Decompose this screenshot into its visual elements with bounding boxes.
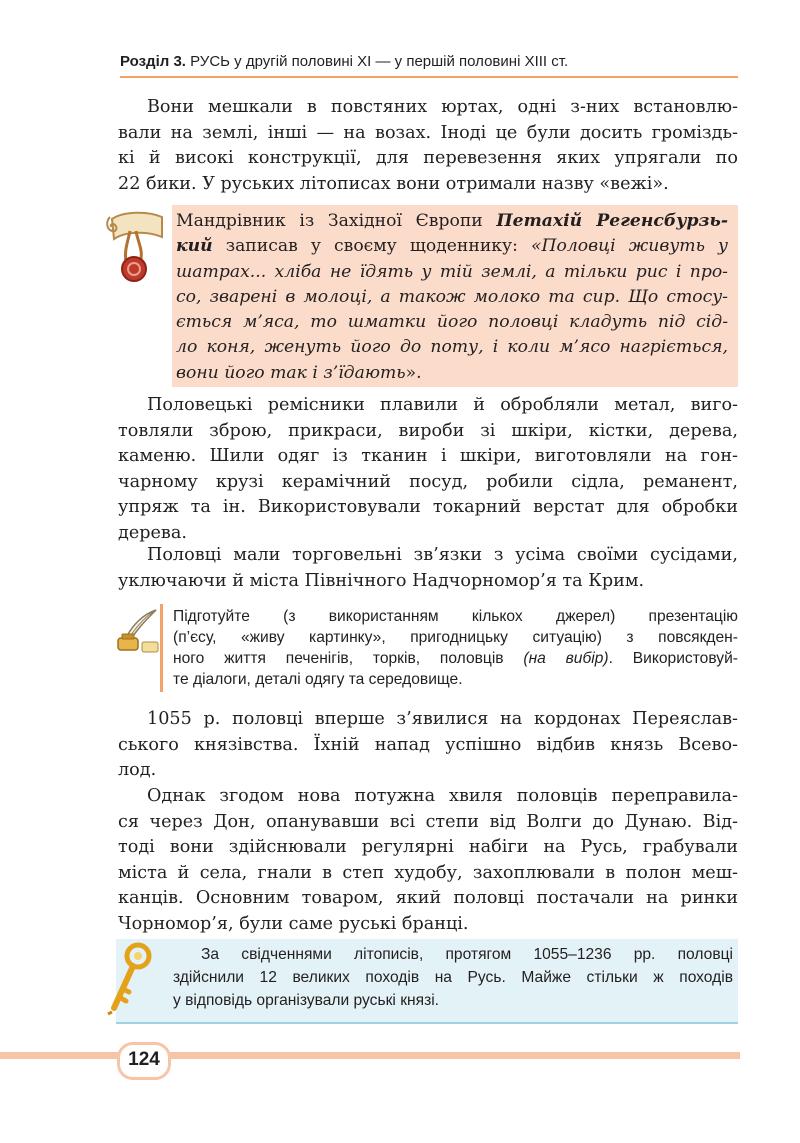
text-line: ського князівства. Їхній напад успішно відбив князь Всево-: [118, 734, 738, 755]
quote-line: со, зварені в молоці, а також молоко та сир. Що стосу-: [176, 286, 728, 307]
text-line: Половецькі ремісники плавили й обробляли метал, виго-: [147, 395, 738, 415]
quote-text: [176, 209, 728, 386]
text-line: дерева.: [118, 522, 187, 543]
text-line: товляли зброю, прикраси, вироби зі шкіри, кістки, дерева,: [118, 420, 738, 441]
fact-line: у відповідь організували руські князі.: [173, 992, 440, 1009]
text-line: Чорномор’я, були саме руські бранці.: [118, 913, 469, 934]
text-line: уключаючи й міста Північного Надчорномор’я та Крим.: [118, 570, 645, 591]
text-line: Вони мешкали в повстяних юртах, одні з-них встановлю-: [147, 97, 738, 117]
crafts-paragraph: [118, 393, 738, 546]
section-title: РУСЬ у другій половині XI — у першій половині XIII ст.: [185, 53, 569, 70]
text-line: Половці мали торговельні зв’язки з усіма своїми сусідами,: [147, 545, 738, 565]
text-line: чарному крузі керамічний посуд, робили сідла, реманент,: [118, 471, 738, 492]
running-header: [120, 53, 736, 70]
task-line: ного життя печенігів, торків, половців (на вибір). Використовуй-: [173, 650, 738, 667]
fact-line: За свідченнями літописів, протягом 1055–1236 рр. половці: [201, 946, 733, 963]
text-line: вали на землі, інші — на возах. Іноді це були досить громіздь-: [118, 122, 738, 143]
quote-line: вони його так і з’їдають».: [176, 362, 422, 383]
quote-line: шатрах... хліба не їдять у тій землі, а тільки рис і про-: [176, 261, 728, 282]
task-line: Підготуйте (з використанням кількох джерел) презентацію: [173, 608, 738, 625]
text-line: тоді вони здійснювали регулярні набіги на Русь, грабували: [118, 837, 738, 857]
quote-line: кий записав у своєму щоденнику: «Половці живуть у: [176, 236, 728, 257]
text-line: кі й високі конструкції, для перевезення яких упрягали по: [118, 148, 738, 168]
invasion-paragraph: [118, 784, 738, 937]
section-label: Розділ 3.: [120, 53, 186, 70]
text-line: 22 бики. У руських літописах вони отримали назву «вежі».: [118, 173, 669, 194]
task-text: [173, 606, 738, 690]
text-line: ся через Дон, опанувавши всі степи від Волги до Дунаю. Від-: [118, 811, 738, 832]
fact-line: здійснили 12 великих походів на Русь. Майже стільки ж походів: [173, 969, 733, 986]
golden-key-icon: [104, 942, 160, 1016]
footer-bar: [0, 1052, 740, 1059]
task-accent-bar: [160, 604, 163, 692]
year-1055-paragraph: [118, 707, 738, 784]
quote-line: ло коня, женуть його до поту, і коли м’ясо нагріється,: [176, 337, 728, 358]
text-line: міста й села, гнали в степ худобу, захоплювали в полон меш-: [118, 862, 738, 883]
page-number: 124: [128, 1049, 160, 1070]
quote-line: ється м’яса, то шматки його половці кладуть під сід-: [176, 312, 728, 333]
text-line: 1055 р. половці вперше з’явилися на кордонах Переяслав-: [147, 709, 738, 729]
fact-text: [173, 943, 733, 1012]
fact-box-underline: [116, 1022, 738, 1024]
task-line: те діалоги, деталі одягу та середовище.: [173, 671, 463, 688]
text-line: каменю. Шили одяг із тканин і шкіри, виготовляли на гон-: [118, 446, 738, 466]
text-line: лод.: [118, 760, 157, 780]
task-line: (п’єсу, «живу картинку», пригодницьку ситуацію) з повсякден-: [173, 629, 738, 646]
scroll-with-seal-icon: [104, 207, 168, 287]
quote-line: Мандрівник із Західної Європи Петахій Регенсбурзь-: [176, 211, 728, 231]
intro-paragraph: [118, 95, 738, 197]
header-divider: [120, 76, 738, 78]
trade-paragraph: [118, 543, 738, 594]
person-name: Петахій Регенсбурзь-: [496, 211, 728, 231]
text-line: канців. Основним товаром, який половці постачали на ринки: [118, 888, 738, 908]
quill-and-inkpot-icon: [116, 608, 160, 654]
text-line: упряж та ін. Використовували токарний верстат для обробки: [118, 497, 738, 517]
text-line: Однак згодом нова потужна хвиля половців переправила-: [147, 786, 738, 806]
